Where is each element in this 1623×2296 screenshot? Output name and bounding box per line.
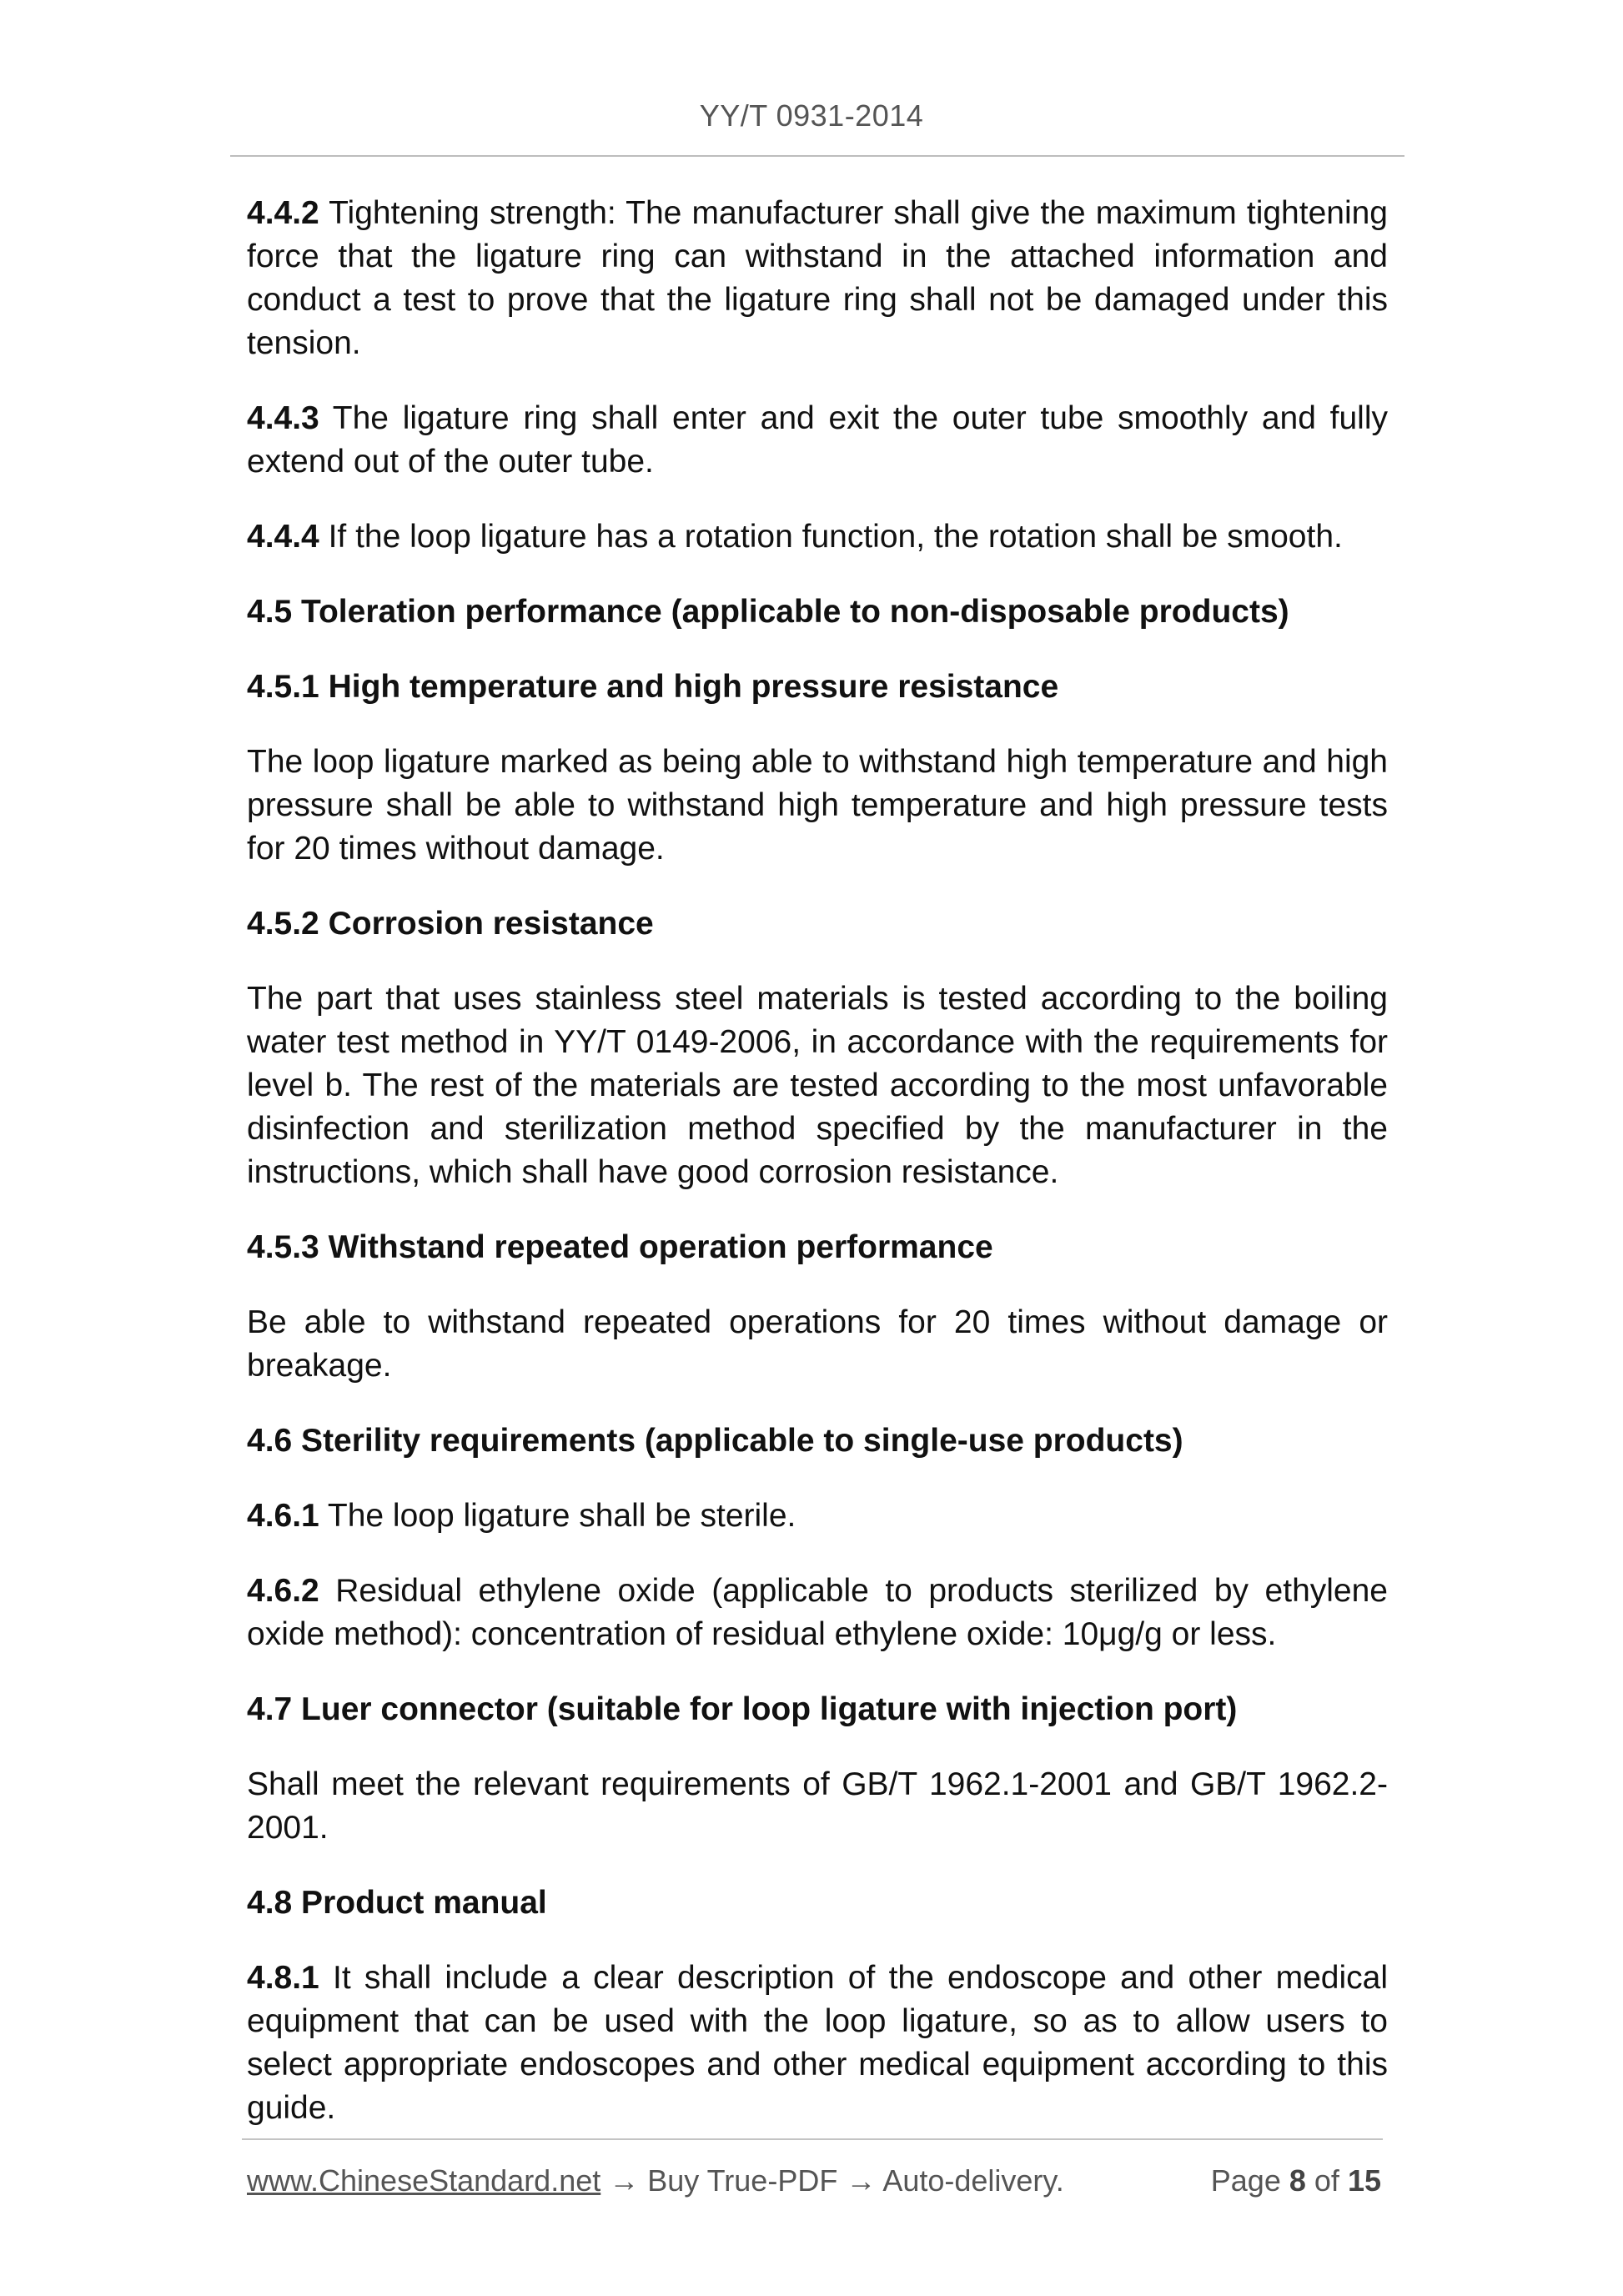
page-footer [247, 2163, 1381, 2198]
page-indicator [1211, 2163, 1381, 2198]
section-heading-4-5-3: 4.5.3 Withstand repeated operation performance [247, 1229, 993, 1265]
clause-number: 4.8.1 [247, 1960, 319, 1996]
clause-text: If the loop ligature has a rotation function, the rotation shall be smooth. [319, 519, 1343, 555]
clause-number: 4.6.2 [247, 1573, 319, 1609]
paragraph-4-5-1: The loop ligature marked as being able to withstand high temperature and high pressure shall be able to withstand high temperature and high pressure tests for 20 times without damage. [247, 744, 1388, 867]
clause-4-4-2 [247, 192, 1388, 365]
section-heading-4-8: 4.8 Product manual [247, 1885, 547, 1921]
footer-promo [247, 2163, 1064, 2198]
document-body [247, 192, 1388, 2162]
section-heading-4-6: 4.6 Sterility requirements (applicable to single-use products) [247, 1423, 1183, 1459]
clause-number: 4.4.2 [247, 195, 319, 231]
clause-4-6-1 [247, 1495, 1388, 1538]
document-code-header: YY/T 0931-2014 [699, 98, 924, 133]
clause-number: 4.4.4 [247, 519, 319, 555]
page-of-label: of [1314, 2163, 1339, 2198]
clause-4-8-1 [247, 1957, 1388, 2130]
clause-text: The loop ligature shall be sterile. [319, 1498, 796, 1534]
clause-text: Residual ethylene oxide (applicable to products sterilized by ethylene oxide method): concentration of residual ethylene oxide: 10μg/g or less. [247, 1573, 1388, 1652]
clause-4-4-4 [247, 515, 1388, 559]
total-page-count: 15 [1347, 2163, 1381, 2198]
footer-divider [242, 2138, 1383, 2140]
header-divider [230, 155, 1404, 157]
section-heading-4-5: 4.5 Toleration performance (applicable to non-disposable products) [247, 594, 1289, 630]
section-heading-4-5-2: 4.5.2 Corrosion resistance [247, 906, 654, 942]
website-link[interactable]: www.ChineseStandard.net [247, 2163, 601, 2198]
paragraph-4-5-3: Be able to withstand repeated operations for 20 times without damage or breakage. [247, 1304, 1388, 1384]
clause-4-6-2 [247, 1570, 1388, 1656]
clause-number: 4.6.1 [247, 1498, 319, 1534]
paragraph-4-5-2: The part that uses stainless steel materials is tested according to the boiling water test method in YY/T 0149-2006, in accordance with the requirements for level b. The rest of the materials are tested according to the most unfavorable disinfection and sterilization method specified by the manufacturer in the instructions, which shall have good corrosion resistance. [247, 981, 1388, 1190]
current-page-number: 8 [1289, 2163, 1306, 2198]
paragraph-4-7: Shall meet the relevant requirements of GB/T 1962.1-2001 and GB/T 1962.2-2001. [247, 1766, 1388, 1846]
page-label: Page [1210, 2163, 1281, 2198]
section-heading-4-5-1: 4.5.1 High temperature and high pressure resistance [247, 669, 1059, 705]
clause-text: Tightening strength: The manufacturer shall give the maximum tightening force that the ligature ring can withstand in the attached information and conduct a test to prove that the ligature ring shall not be damaged under this tension. [247, 195, 1388, 361]
clause-text: The ligature ring shall enter and exit the outer tube smoothly and fully extend out of the outer tube. [247, 400, 1388, 480]
promo-text: → Buy True-PDF → Auto-delivery. [600, 2163, 1064, 2198]
clause-4-4-3 [247, 397, 1388, 484]
clause-number: 4.4.3 [247, 400, 319, 436]
clause-text: It shall include a clear description of the endoscope and other medical equipment that can be used with the loop ligature, so as to allow users to select appropriate endoscopes and other medical equipment according to this guide. [247, 1960, 1388, 2126]
section-heading-4-7: 4.7 Luer connector (suitable for loop ligature with injection port) [247, 1691, 1238, 1727]
